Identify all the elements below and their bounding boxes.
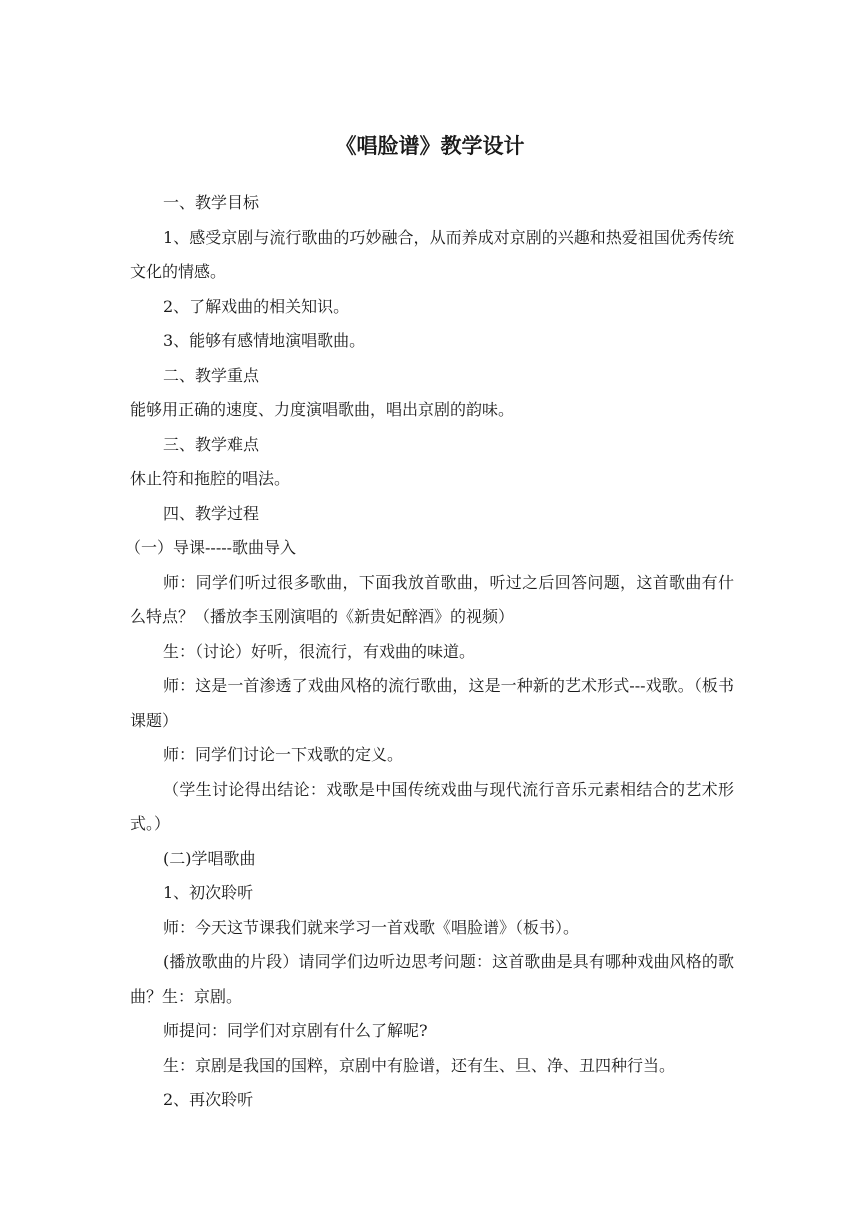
section-heading-key-points: 二、教学重点	[163, 365, 260, 385]
dialogue-paragraph: 生：（讨论）好听，很流行，有戏曲的味道。	[163, 641, 476, 661]
step-heading-first-listen: 1、初次聆听	[163, 883, 254, 902]
difficulty-text: 休止符和拖腔的唱法。	[130, 469, 291, 488]
document-title: 《唱脸谱》教学设计	[335, 133, 525, 158]
dialogue-paragraph: （学生讨论得出结论：戏歌是中国传统戏曲与现代流行音乐元素相结合的艺术形式。）	[130, 779, 734, 833]
section-heading-difficulties: 三、教学难点	[163, 434, 260, 454]
dialogue-paragraph: (播放歌曲的片段）请同学们边听边思考问题：这首歌曲是具有哪种戏曲风格的歌曲？生：京剧。	[130, 952, 734, 1006]
key-point-text: 能够用正确的速度、力度演唱歌曲，唱出京剧的韵味。	[130, 400, 515, 419]
objective-item-2: 2、了解戏曲的相关知识。	[163, 296, 350, 316]
subsection-heading-intro: （一）导课-----歌曲导入	[125, 538, 297, 557]
dialogue-paragraph: 生：京剧是我国的国粹，京剧中有脸谱，还有生、旦、净、丑四种行当。	[163, 1055, 676, 1075]
step-heading-second-listen: 2、再次聆听	[163, 1090, 254, 1109]
dialogue-paragraph: 师：同学们听过很多歌曲，下面我放首歌曲，听过之后回答问题，这首歌曲有什么特点？（播放李玉刚演唱的《新贵妃醉酒》的视频）	[130, 572, 734, 626]
objective-item-1: 1、感受京剧与流行歌曲的巧妙融合，从而养成对京剧的兴趣和热爱祖国优秀传统文化的情感。	[130, 227, 734, 281]
subsection-heading-learn-song: (二)学唱歌曲	[163, 848, 256, 868]
section-heading-objectives: 一、教学目标	[163, 193, 260, 212]
dialogue-paragraph: 师：同学们讨论一下戏歌的定义。	[163, 745, 404, 764]
objective-item-3: 3、能够有感情地演唱歌曲。	[163, 331, 366, 350]
section-heading-process: 四、教学过程	[163, 503, 260, 523]
document-body	[125, 186, 734, 1118]
dialogue-paragraph: 师：这是一首渗透了戏曲风格的流行歌曲，这是一种新的艺术形式---戏歌。（板书课题）	[130, 676, 734, 730]
dialogue-paragraph: 师：今天这节课我们就来学习一首戏歌《唱脸谱》（板书）。	[163, 917, 580, 937]
dialogue-paragraph: 师提问：同学们对京剧有什么了解呢?	[163, 1021, 428, 1040]
